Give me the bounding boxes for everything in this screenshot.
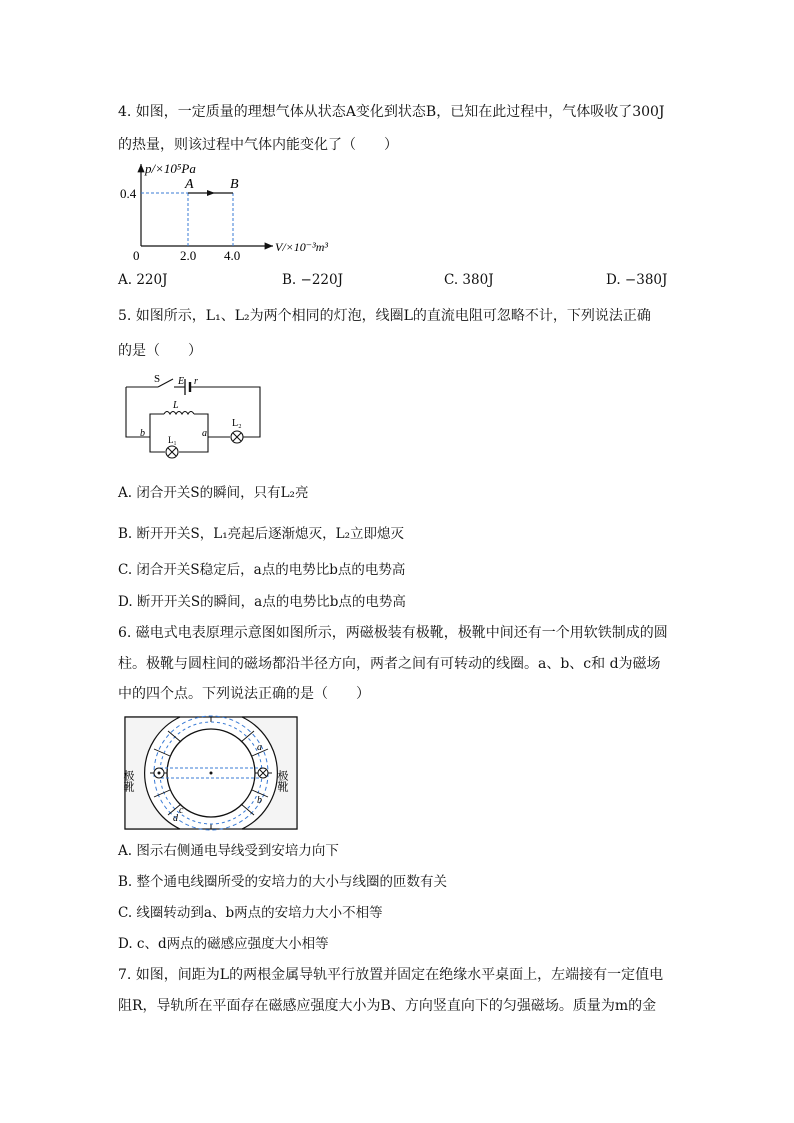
x-tick-label: 4.0 bbox=[224, 248, 241, 263]
q4-option-d: D. −380J bbox=[606, 272, 668, 288]
q6-option-a: A. 图示右侧通电导线受到安培力向下 bbox=[118, 843, 339, 859]
origin-label: 0 bbox=[133, 248, 140, 263]
q6-stem-line3: 中的四个点。下列说法正确的是（ ） bbox=[118, 686, 370, 702]
q6-option-b: B. 整个通电线圈所受的安培力的大小与线圈的匝数有关 bbox=[118, 874, 448, 890]
switch-label: S bbox=[154, 373, 161, 385]
state-a-label: A bbox=[185, 177, 194, 192]
q6-option-d: D. c、d两点的磁感应强度大小相等 bbox=[118, 936, 329, 952]
q5-option-b: B. 断开开关S，L₁亮起后逐渐熄灭，L₂立即熄灭 bbox=[118, 526, 405, 542]
q6-stem-line2: 柱。极靴与圆柱间的磁场都沿半径方向，两者之间有可转动的线圈。a、b、c和 d为磁场 bbox=[118, 656, 661, 672]
pv-graph bbox=[118, 160, 348, 265]
resistance-label: r bbox=[194, 376, 198, 387]
node-a-label: a bbox=[202, 428, 207, 439]
q4-stem-line2: 的热量，则该过程中气体内能变化了（ ） bbox=[118, 137, 398, 153]
q5-stem-line1: 5. 如图所示，L₁、L₂为两个相同的灯泡，线圈L的直流电阻可忽略不计，下列说法正确 bbox=[118, 308, 651, 324]
galvanometer-diagram bbox=[124, 716, 299, 831]
q4-stem-line1: 4. 如图，一定质量的理想气体从状态A变化到状态B，已知在此过程中，气体吸收了300J bbox=[118, 104, 665, 120]
q6-stem-line1: 6. 磁电式电表原理示意图如图所示，两磁极装有极靴，极靴中间还有一个用软铁制成的圆 bbox=[118, 625, 668, 641]
q4-option-c: C. 380J bbox=[444, 272, 494, 288]
y-tick-label: 0.4 bbox=[120, 186, 137, 201]
left-pole-shoe-label: 极靴 bbox=[122, 770, 134, 792]
q7-stem-line1: 7. 如图，间距为L的两根金属导轨平行放置并固定在绝缘水平桌面上，左端接有一定值电 bbox=[118, 967, 664, 983]
q4-option-b: B. −220J bbox=[282, 272, 343, 288]
right-pole-shoe-label: 极靴 bbox=[276, 770, 288, 792]
q5-option-d: D. 断开开关S的瞬间，a点的电势比b点的电势高 bbox=[118, 594, 406, 610]
circuit-diagram bbox=[118, 370, 268, 462]
y-axis-label: p/×10⁵Pa bbox=[145, 161, 196, 176]
x-tick-label: 2.0 bbox=[180, 248, 197, 263]
q7-stem-line2: 阻R，导轨所在平面存在磁感应强度大小为B、方向竖直向下的匀强磁场。质量为m的金 bbox=[118, 998, 657, 1014]
x-axis-label: V/×10⁻³m³ bbox=[275, 240, 328, 254]
emf-label: E bbox=[178, 376, 185, 387]
process-arrow bbox=[207, 190, 215, 196]
q4-option-a: A. 220J bbox=[118, 272, 168, 288]
inductor-label: L bbox=[173, 400, 179, 411]
point-d-label: d bbox=[173, 813, 178, 824]
q5-stem-line2: 的是（ ） bbox=[118, 343, 202, 359]
q6-option-c: C. 线圈转动到a、b两点的安培力大小不相等 bbox=[118, 905, 383, 921]
point-a-label: a bbox=[257, 742, 262, 753]
node-b-label: b bbox=[140, 428, 145, 439]
q5-option-c: C. 闭合开关S稳定后，a点的电势比b点的电势高 bbox=[118, 562, 406, 578]
lamp1-label: L₁ bbox=[168, 435, 177, 445]
point-c-label: c bbox=[179, 805, 184, 816]
point-b-label: b bbox=[257, 795, 262, 806]
state-b-label: B bbox=[230, 177, 239, 192]
q5-option-a: A. 闭合开关S的瞬间，只有L₂亮 bbox=[118, 485, 309, 501]
lamp2-label: L₂ bbox=[232, 418, 242, 429]
